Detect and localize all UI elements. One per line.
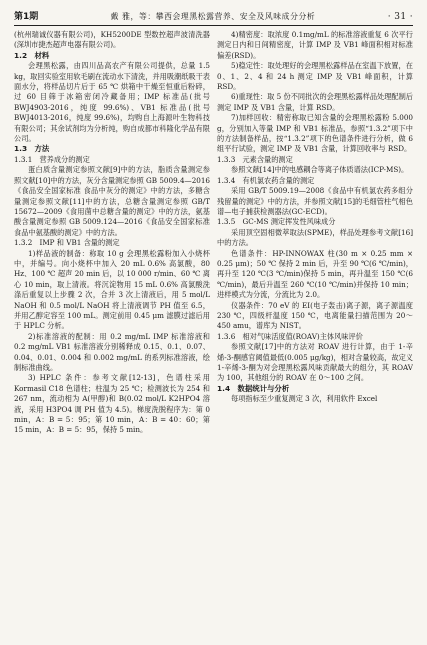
running-header	[14, 8, 413, 26]
instrument-continuation: (杭州瑞诚仪器有限公司)，KH5200DE 型数控超声波清洗器(深圳市捷杰超声电器有限公司)。	[14, 30, 210, 50]
page-number: · 31 ·	[387, 11, 413, 22]
section-1-3-1-heading: 1.3.1 营养成分的测定	[14, 154, 90, 164]
right-column	[217, 30, 413, 642]
hplc-conditions-paragraph: 3) HPLC 条件：参考文献[12-13]，色谱柱采用 Kormasil C18 色谱柱；柱温为 25 ℃；检测波长为 254 和 267 nm，流动相为 A(甲醇)和 B(0.02 mol/L K2HPO4 溶液，采用 H3PO4 调 PH 值为 4.5)。梯度洗脱程序为：第 0 min，A：B = 5：95；第 10 min，A：B = 40：60；第 15 min，A：B = 5：95，保持 5 min。	[14, 373, 210, 435]
left-column	[14, 30, 210, 642]
section-1-3-3-heading: 1.3.3 元素含量的测定	[217, 154, 293, 164]
pesticide-paragraph: 采用 GB/T 5009.19—2008《食品中有机氯农药多组分残留量的测定》中的方法，并参照文献[15]的毛细管柱气相色谱—电子捕获检测器法(GC-ECD)。	[217, 186, 413, 216]
stability-paragraph: 5)稳定性：取处理好的会理黑松露样品在室温下放置，在 0、1、2、4 和 24 h 测定 IMP 及 VB1 峰面积，计算 RSD。	[217, 61, 413, 92]
reproducibility-paragraph: 6)重现性：取 5 份不同批次的会理黑松露样品处理配制后测定 IMP 及 VB1 含量，计算 RSD。	[217, 92, 413, 112]
section-1-3-6-heading: 1.3.6 相对气味活度值(ROAV)主体风味评价	[217, 331, 363, 341]
recovery-paragraph: 7)加样回收：精密称取已知含量的会理黑松露粉 5.000 g，分别加入等量 IMP 和 VB1 标准品，参照“1.3.2”项下中的方法制备样品，按“1.3.2”项下的色谱条件进行分析，做 6 组平行试验，测定 IMP 及 VB1 含量，计算回收率与 RSD。	[217, 113, 413, 154]
statistics-paragraph: 每项指标至少重复测定 3 次，利用软件 Excel	[231, 394, 378, 404]
section-1-3-2-heading: 1.3.2 IMP 和 VB1 含量的测定	[14, 238, 120, 248]
section-1-3-4-heading: 1.3.4 有机氯农药含量的测定	[217, 175, 315, 185]
section-1-2-heading: 1.2 材料	[14, 50, 50, 60]
section-1-3-heading: 1.3 方法	[14, 144, 50, 154]
icpms-paragraph: 参照文献[14]中的电感耦合等离子体质谱法(ICP-MS)。	[231, 165, 409, 175]
section-1-4-heading: 1.4 数据统计与分析	[217, 383, 290, 393]
sample-prep-paragraph: 1)样品液的制备：称取 10 g 会理黑松露粉加入小烧杯中，并编号。向小烧杯中加入 20 mL 0.6% 高氯酸，80 Hz、100 ℃ 超声 20 min 后，以 10 000 r/min、60 ℃ 离心 10 min，取上清液。将沉淀物用 15 mL 0.6% 高氯酸洗涤后重复以上步骤 2 次，合并 3 次上清液后，用 5 mol/L NaOH 和 0.5 mol/L NaOH 将上清液调节 PH 值至 6.5，并用乙醇定容至 100 mL。测定前用 0.45 μm 滤膜过滤后用于 HPLC 分析。	[14, 248, 210, 331]
gc-conditions-paragraph: 色谱条件：HP-INNOWAX 柱(30 m × 0.25 mm × 0.25 μm)；50 ℃ 保持 2 min 后，升至 90 ℃(6 ℃/min)，再升至 120 ℃(3 ℃/min)保持 5 min，再升温至 150 ℃(6 ℃/min)，最后升温至 260 ℃(10 ℃/min)并保持 10 min；进样模式为分流，分流比为 2.0。	[217, 248, 413, 300]
precision-paragraph: 4)精密度：取浓度 0.1mg/mL 的标准溶液重复 6 次平行测定日内和日间精密度，计算 IMP 及 VB1 峰面积相对标准偏差(RSD)。	[217, 30, 413, 60]
materials-paragraph: 会理黑松露，由四川品高农产有限公司提供，总量 1.5 kg，取回实验室用软毛刷在流动水下清洗，并用吸潮纸吸干表面水分，将样品切片后于 65 ℃ 烘箱中干燥至恒重后粉碎，过 60 目筛于冰箱密闭冷藏备用；IMP 标准品(批号 BWJ4903-2016，纯度 99.6%)、VB1 标准品(批号 BWJ4013-2016，纯度 99.6%)，均购自上海源叶生物科技有限公司；其余试剂均为分析纯，购自成都市科隆化学品有限公司。	[14, 61, 210, 144]
issue-label: 第1期	[14, 11, 39, 22]
standard-solution-paragraph: 2)标准溶液的配制：用 0.2 mg/mL IMP 标准溶液和 0.2 mg/mL VB1 标准溶液分别稀释成 0.15、0.1、0.07、0.04、0.01、0.004 和 0.002 mg/mL 的系列标准溶液，绘制标准曲线。	[14, 331, 210, 372]
ms-conditions-paragraph: 仪器条件：70 eV 的 EI(电子轰击)离子源，离子源温度 230 ℃，四级杆温度 150 ℃，电离能量扫描范围为 20～450 amu，谱库为 NIST。	[217, 300, 413, 331]
roav-paragraph: 参照文献[17]中的方法对 ROAV 进行计算，由于 1-辛烯-3-酮感官阈值最低(0.005 μg/kg)，相对含量较高，故定义 1-辛烯-3-酮为对会理黑松露风味贡献最大的组分，其 ROAV 为 100，其他组分的 ROAV 在 0～100 之间。	[217, 342, 413, 383]
section-1-3-5-heading: 1.3.5 GC-MS 测定挥发性风味成分	[217, 217, 336, 227]
running-title: 戴 雅，等：攀西会理黑松露营养、安全及风味成分分析	[110, 11, 316, 21]
spme-paragraph: 采用顶空固相微萃取法(SPME)，样品处理参考文献[16]中的方法。	[217, 227, 413, 248]
nutrient-methods-paragraph: 蛋白质含量测定参照文献[9]中的方法，脂质含量测定参照文献[10]中的方法，灰分含量测定参照 GB 5009.4—2016《食品安全国家标准 食品中灰分的测定》中的方法，多糖含量测定参照文献[11]中的方法，总糖含量测定参照 GB/T 15672—2009《食用菌中总糖含量的测定》中的方法，氨基酸含量测定参照 GB 5009.124—2016《食品安全国家标准 食品中氨基酸的测定》中的方法。	[14, 165, 210, 237]
